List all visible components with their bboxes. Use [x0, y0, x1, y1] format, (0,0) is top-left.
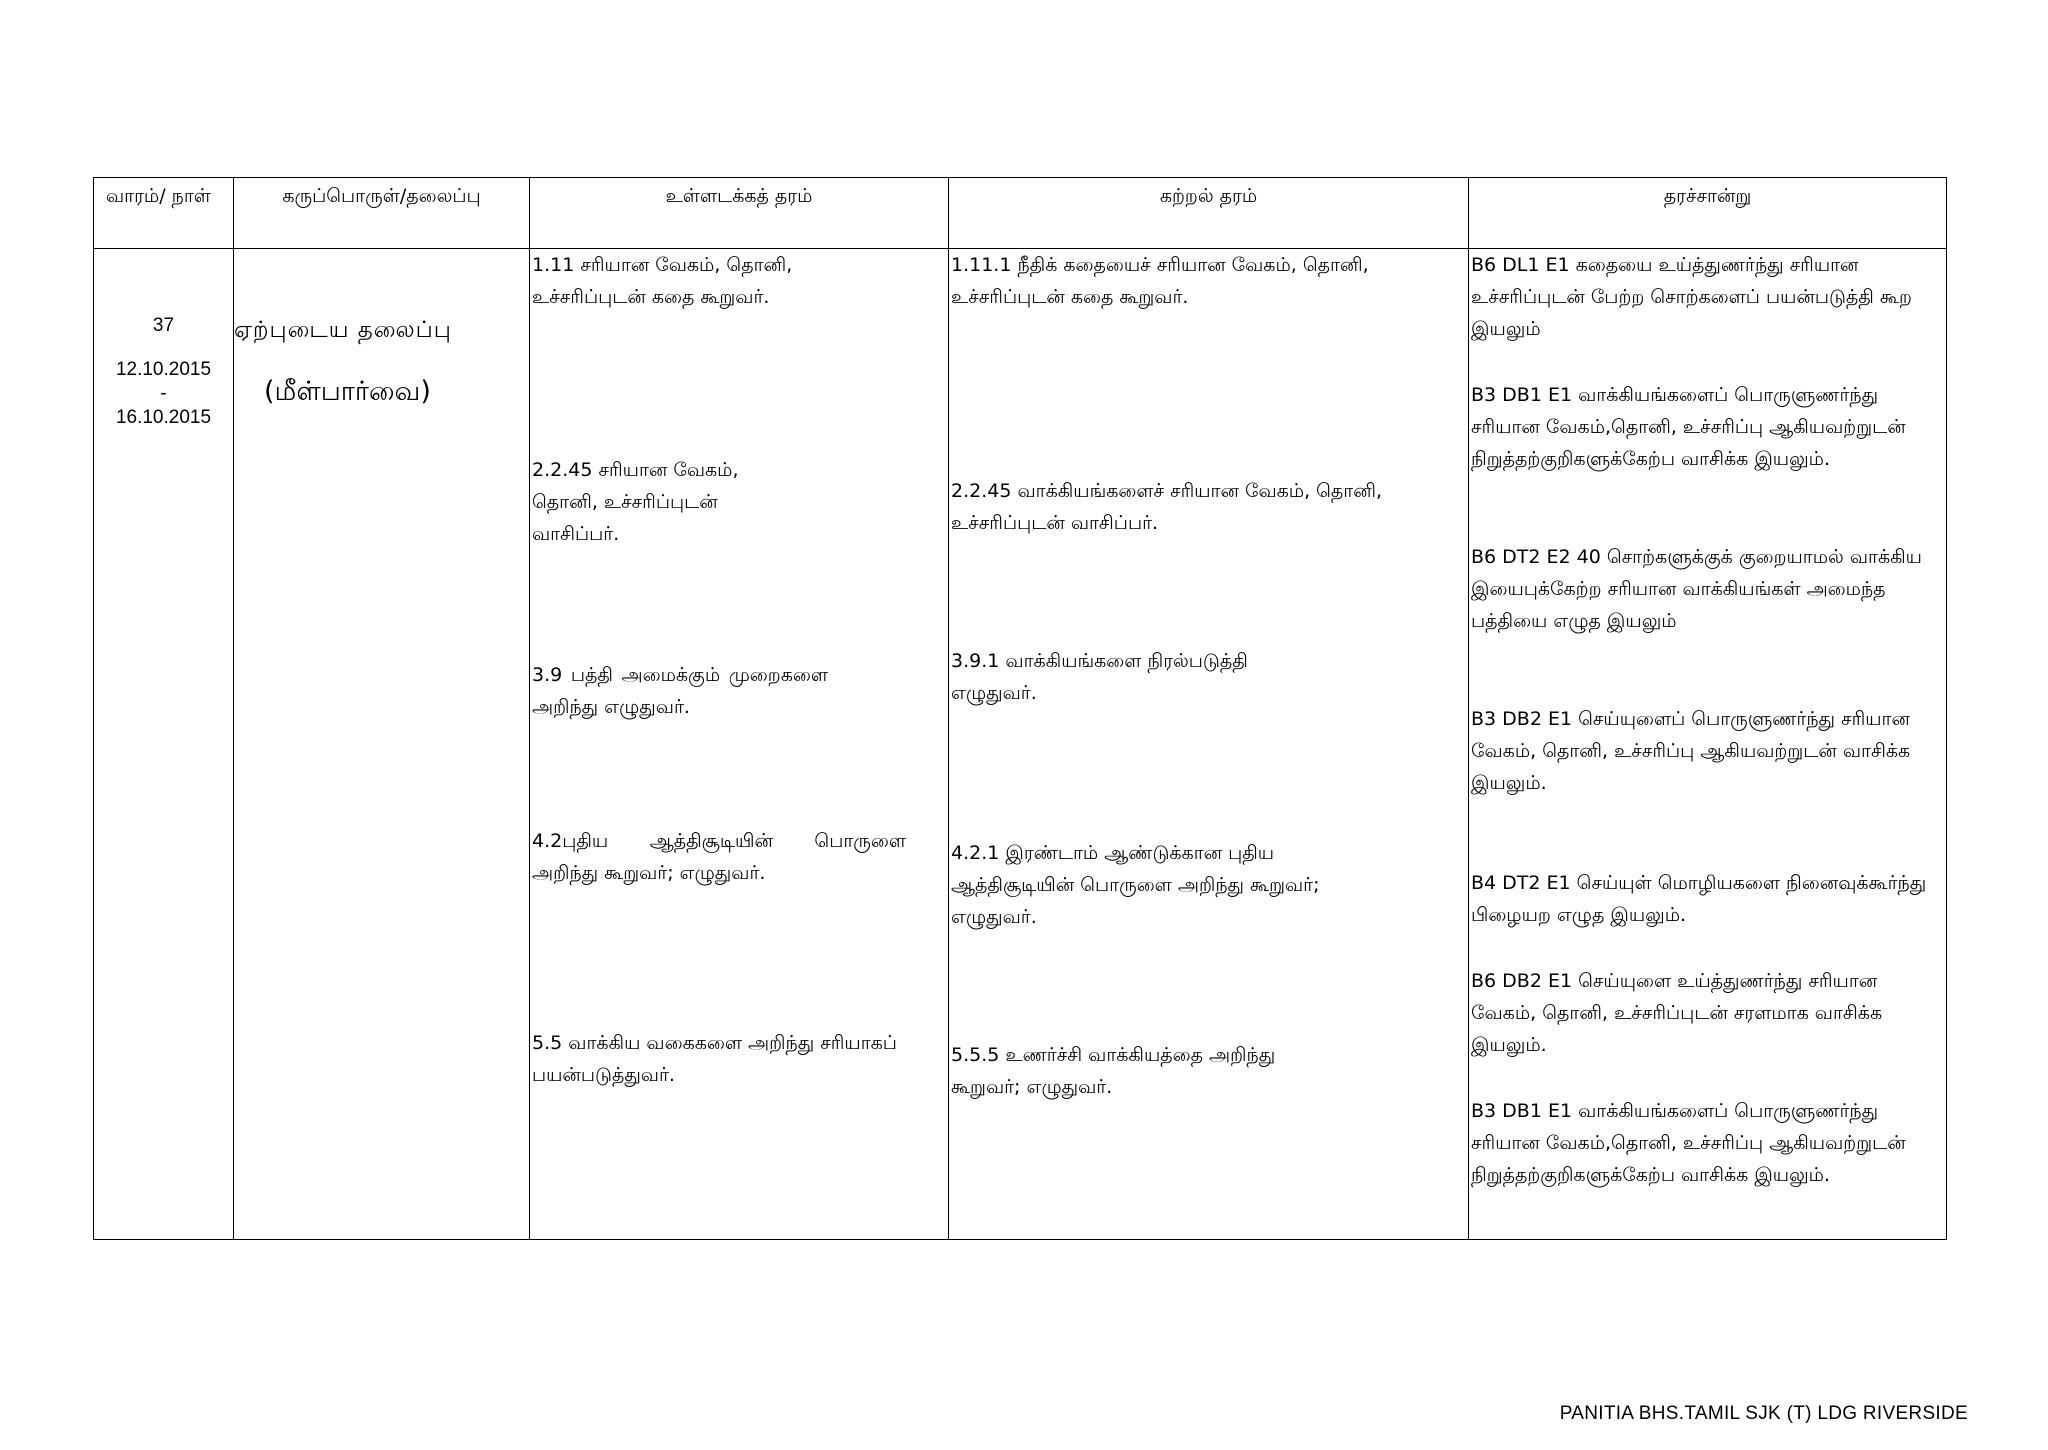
performance-standard-item: B4 DT2 E1 செய்யுள் மொழியகளை நினைவுக்கூர்ந்து பிழையற எழுத இயலும். [1471, 872, 1927, 926]
topic-cell [234, 249, 530, 1240]
lesson-plan-table [93, 177, 1947, 1240]
performance-standard-item: B3 DB1 E1 வாக்கியங்களைப் பொருளுணர்ந்து சரியான வேகம்,தொனி, உச்சரிப்பு ஆகியவற்றுடன் நிறுத்தற்குறிகளுக்கேற்ப வாசிக்க இயலும். [1471, 1100, 1906, 1186]
content-standard-item: 4.2புதிய ஆத்திசூடியின் பொருளை அறிந்து கூறுவர்; எழுதுவர். [532, 830, 906, 884]
header-content-standard: உள்ளடக்கத் தரம் [530, 178, 949, 249]
header-performance-standard: தரச்சான்று [1469, 178, 1947, 249]
content-standard-cell [530, 249, 949, 1240]
performance-standard-item: B3 DB2 E1 செய்யுளைப் பொருளுணர்ந்து சரியான வேகம், தொனி, உச்சரிப்பு ஆகியவற்றுடன் வாசிக்க இயலும். [1471, 708, 1911, 794]
week-cell [94, 249, 234, 1240]
performance-standard-item: B6 DL1 E1 கதையை உய்த்துணர்ந்து சரியான உச்சரிப்புடன் பேற்ற சொற்களைப் பயன்படுத்தி கூற இயலும் [1471, 254, 1912, 340]
performance-standard-cell [1469, 249, 1947, 1240]
table-row [94, 249, 1947, 1240]
performance-standard-item: B3 DB1 E1 வாக்கியங்களைப் பொருளுணர்ந்து சரியான வேகம்,தொனி, உச்சரிப்பு ஆகியவற்றுடன் நிறுத்தற்குறிகளுக்கேற்ப வாசிக்க இயலும். [1471, 384, 1906, 470]
performance-standard-item: B6 DB2 E1 செய்யுளை உய்த்துணர்ந்து சரியான வேகம், தொனி, உச்சரிப்புடன் சரளமாக வாசிக்க இயலும். [1471, 970, 1883, 1056]
date-from: 12.10.2015 [115, 359, 212, 380]
table-header-row [94, 178, 1947, 249]
performance-standard-item: B6 DT2 E2 40 சொற்களுக்குக் குறையாமல் வாக்கிய இயைபுக்கேற்ற சரியான வாக்கியங்கள் அமைந்த பத்தியை எழுத இயலும் [1471, 546, 1922, 632]
learning-standard-item: 3.9.1 வாக்கியங்களை நிரல்படுத்தி எழுதுவர். [951, 650, 1248, 704]
learning-standard-item: 1.11.1 நீதிக் கதையைச் சரியான வேகம், தொனி, உச்சரிப்புடன் கதை கூறுவர். [951, 254, 1369, 308]
header-learning-standard: கற்றல் தரம் [949, 178, 1469, 249]
content-standard-item: 1.11 சரியான வேகம், தொனி, உச்சரிப்புடன் கதை கூறுவர். [532, 254, 793, 308]
date-separator: - [160, 383, 167, 404]
topic-subtitle: (மீள்பார்வை) [264, 376, 431, 407]
content-standard-item: 2.2.45 சரியான வேகம், தொனி, உச்சரிப்புடன் வாசிப்பர். [532, 459, 739, 545]
learning-standard-item: 2.2.45 வாக்கியங்களைச் சரியான வேகம், தொனி, உச்சரிப்புடன் வாசிப்பர். [951, 480, 1383, 534]
learning-standard-cell [949, 249, 1469, 1240]
content-standard-item: 3.9 பத்தி அமைக்கும் முறைகளை அறிந்து எழுதுவர். [532, 664, 828, 718]
learning-standard-item: 5.5.5 உணர்ச்சி வாக்கியத்தை அறிந்து கூறுவர்; எழுதுவர். [951, 1044, 1276, 1098]
header-week: வாரம்/ நாள் [94, 178, 234, 249]
learning-standard-item: 4.2.1 இரண்டாம் ஆண்டுக்கான புதிய ஆத்திசூடியின் பொருளை அறிந்து கூறுவர்; எழுதுவர். [951, 842, 1320, 928]
header-topic: கருப்பொருள்/தலைப்பு [234, 178, 530, 249]
page-footer: PANITIA BHS.TAMIL SJK (T) LDG RIVERSIDE [1559, 1403, 1968, 1424]
topic-title: ஏற்புடைய தலைப்பு [234, 317, 452, 343]
date-to: 16.10.2015 [115, 407, 212, 428]
content-standard-item: 5.5 வாக்கிய வகைகளை அறிந்து சரியாகப் பயன்படுத்துவர். [532, 1032, 897, 1086]
week-number: 37 [152, 315, 175, 336]
